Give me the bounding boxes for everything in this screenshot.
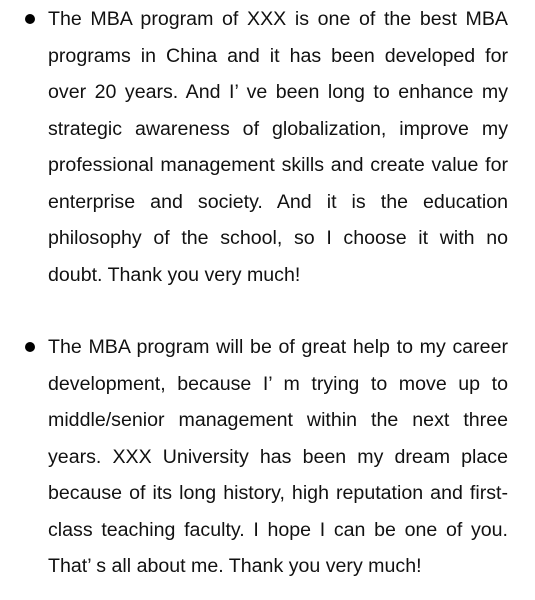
bullet-marker-icon [25, 342, 35, 352]
bullet-paragraph-2 [20, 329, 508, 585]
bullet-paragraph-1 [20, 1, 508, 293]
bullet-marker-icon [25, 14, 35, 24]
paragraph-text-1: The MBA program of XXX is one of the best MBA programs in China and it has been developed for over 20 years. And I’ ve been long to enhance my strategic awareness of globalization, improve my professional management skills and create value for enterprise and society. And it is the education philosophy of the school, so I choose it with no doubt. Thank you very much! [48, 8, 508, 286]
paragraph-text-2: The MBA program will be of great help to my career development, because I’ m trying to move up to middle/senior management within the next three years. XXX University has been my dream place because of its long history, high reputation and first-class teaching faculty. I hope I can be one of you. That’ s all about me. Thank you very much! [48, 336, 508, 577]
